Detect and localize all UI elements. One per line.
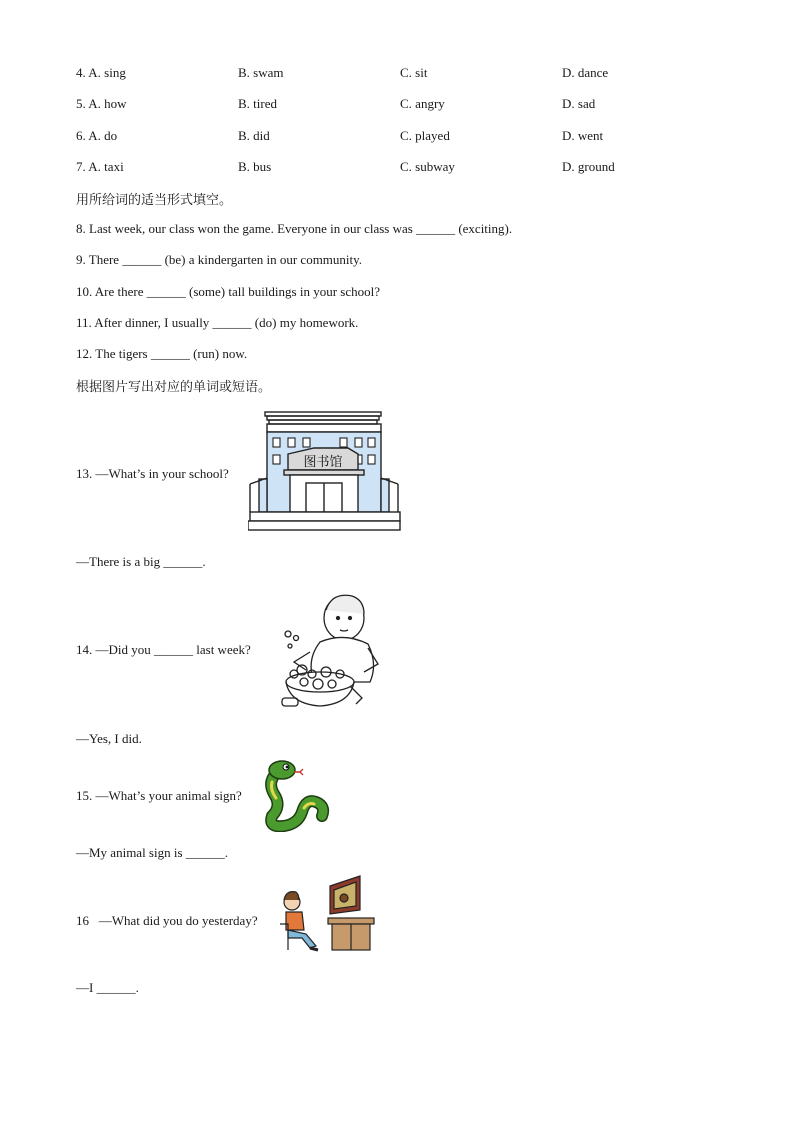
fill-question-12: 12. The tigers ______ (run) now. (76, 346, 248, 361)
picture-question-15: 15. —What’s your animal sign? (76, 788, 242, 803)
library-illustration (248, 410, 404, 534)
option-b: B. did (238, 128, 270, 143)
answer-15: —My animal sign is ______. (76, 845, 229, 860)
fill-question-10: 10. Are there ______ (some) tall buildings in your school? (76, 284, 381, 299)
option-a: 4. A. sing (76, 65, 126, 80)
watching-tv-illustration (276, 874, 376, 956)
option-d: D. went (562, 128, 604, 143)
section-heading-pictures: 根据图片写出对应的单词或短语。 (76, 380, 272, 395)
option-c: C. angry (400, 96, 445, 111)
fill-question-11: 11. After dinner, I usually ______ (do) my homework. (76, 315, 359, 330)
section-heading-fill: 用所给词的适当形式填空。 (76, 193, 233, 208)
option-d: D. sad (562, 96, 596, 111)
option-c: C. subway (400, 159, 455, 174)
option-b: B. swam (238, 65, 284, 80)
option-b: B. bus (238, 159, 272, 174)
option-d: D. dance (562, 65, 609, 80)
option-d: D. ground (562, 159, 615, 174)
library-sign-text: 图书馆 (303, 455, 343, 470)
option-a: 5. A. how (76, 96, 127, 111)
option-c: C. sit (400, 65, 428, 80)
answer-13: —There is a big ______. (76, 554, 206, 569)
option-c: C. played (400, 128, 450, 143)
answer-16: —I ______. (76, 980, 139, 995)
fill-question-8: 8. Last week, our class won the game. Everyone in our class was ______ (exciting). (76, 221, 513, 236)
snake-illustration (258, 758, 334, 832)
option-b: B. tired (238, 96, 277, 111)
picture-question-16 (76, 913, 258, 929)
picture-question-13: 13. —What’s in your school? (76, 466, 229, 481)
fill-question-9: 9. There ______ (be) a kindergarten in our community. (76, 252, 363, 267)
question-text: —What did you do yesterday? (98, 913, 258, 928)
option-a: 6. A. do (76, 128, 118, 143)
answer-14: —Yes, I did. (76, 731, 142, 746)
washing-clothes-illustration (270, 586, 385, 712)
option-a: 7. A. taxi (76, 159, 124, 174)
picture-question-14: 14. —Did you ______ last week? (76, 642, 251, 657)
question-number: 16 (76, 913, 89, 928)
